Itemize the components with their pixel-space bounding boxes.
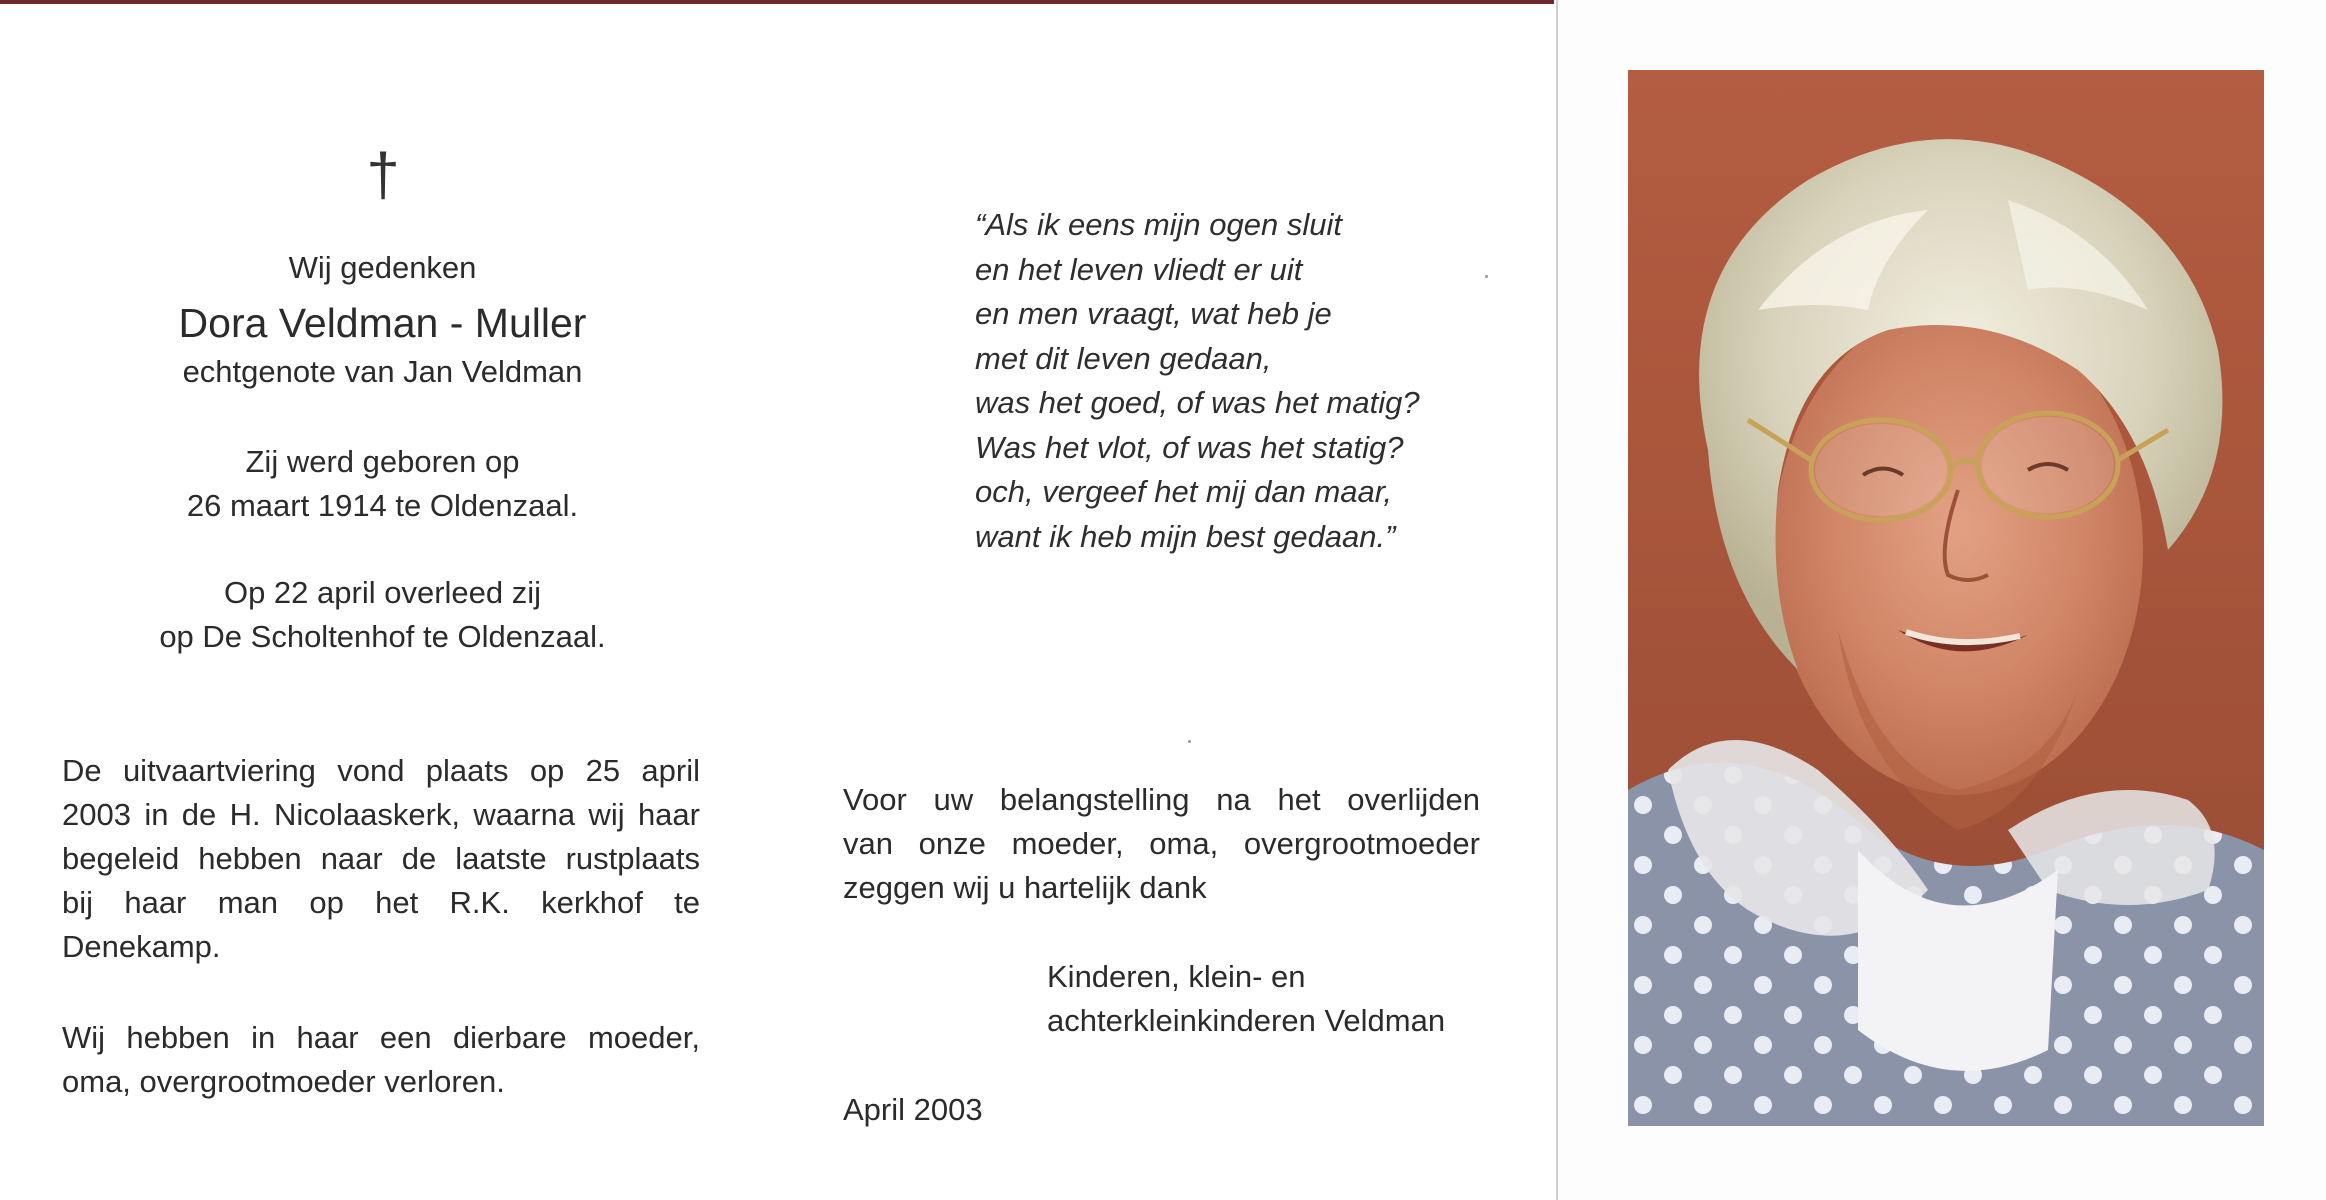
poem-line: Was het vlot, of was het statig?: [975, 429, 1404, 465]
print-speck: [1188, 740, 1191, 743]
death-line-1: Op 22 april overleed zij: [223, 575, 542, 610]
loss-line: Wij hebben in haar een dierbare moeder,: [62, 1020, 700, 1055]
poem-line: was het goed, of was het matig?: [975, 385, 1420, 420]
loss-paragraph: [62, 1016, 700, 1104]
death-line-2: op De Scholtenhof te Oldenzaal.: [159, 619, 606, 654]
birth-line-2: 26 maart 1914 te Oldenzaal.: [186, 488, 579, 523]
deceased-name: Dora Veldman - Muller: [178, 300, 587, 346]
print-speck: [1485, 275, 1488, 278]
funeral-line: bij haar man op het R.K. kerkhof te: [62, 885, 700, 920]
funeral-paragraph: [62, 749, 700, 969]
signature-line: Kinderen, klein- en: [1047, 959, 1306, 994]
intro-text: Wij gedenken: [288, 250, 477, 285]
funeral-line: De uitvaartviering vond plaats op 25 april: [62, 753, 700, 788]
poem-line: want ik heb mijn best gedaan.”: [975, 518, 1396, 554]
portrait-photo: [1628, 70, 2264, 1126]
photo-panel: [1558, 0, 2326, 1200]
birth-line-1: Zij werd geboren op: [245, 444, 520, 479]
portrait-illustration: [1628, 70, 2264, 1126]
spouse-text: echtgenote van Jan Veldman: [182, 354, 583, 389]
signature-line: achterkleinkinderen Veldman: [1047, 1003, 1446, 1038]
poem-line: en het leven vliedt er uit: [975, 251, 1303, 287]
poem-line: met dit leven gedaan,: [975, 340, 1272, 376]
thanks-line: van onze moeder, oma, overgrootmoeder: [843, 826, 1480, 861]
thanks-line: Voor uw belangstelling na het overlijden: [843, 782, 1480, 817]
cross-icon: †: [366, 141, 400, 208]
funeral-line: 2003 in de H. Nicolaaskerk, waarna wij haar: [62, 797, 700, 832]
memorial-poem: [975, 203, 1420, 559]
funeral-line: begeleid hebben naar de laatste rustplaats: [62, 841, 700, 876]
loss-line: oma, overgrootmoeder verloren.: [62, 1064, 505, 1099]
signature-block: [1047, 955, 1445, 1043]
thanks-line: zeggen wij u hartelijk dank: [843, 870, 1207, 905]
card-date: April 2003: [843, 1092, 983, 1127]
poem-line: och, vergeef het mij dan maar,: [975, 474, 1393, 509]
poem-line: “Als ik eens mijn ogen sluit: [975, 207, 1342, 242]
thanks-paragraph: [843, 778, 1480, 910]
poem-line: en men vraagt, wat heb je: [975, 296, 1332, 331]
funeral-line: Denekamp.: [62, 929, 221, 964]
